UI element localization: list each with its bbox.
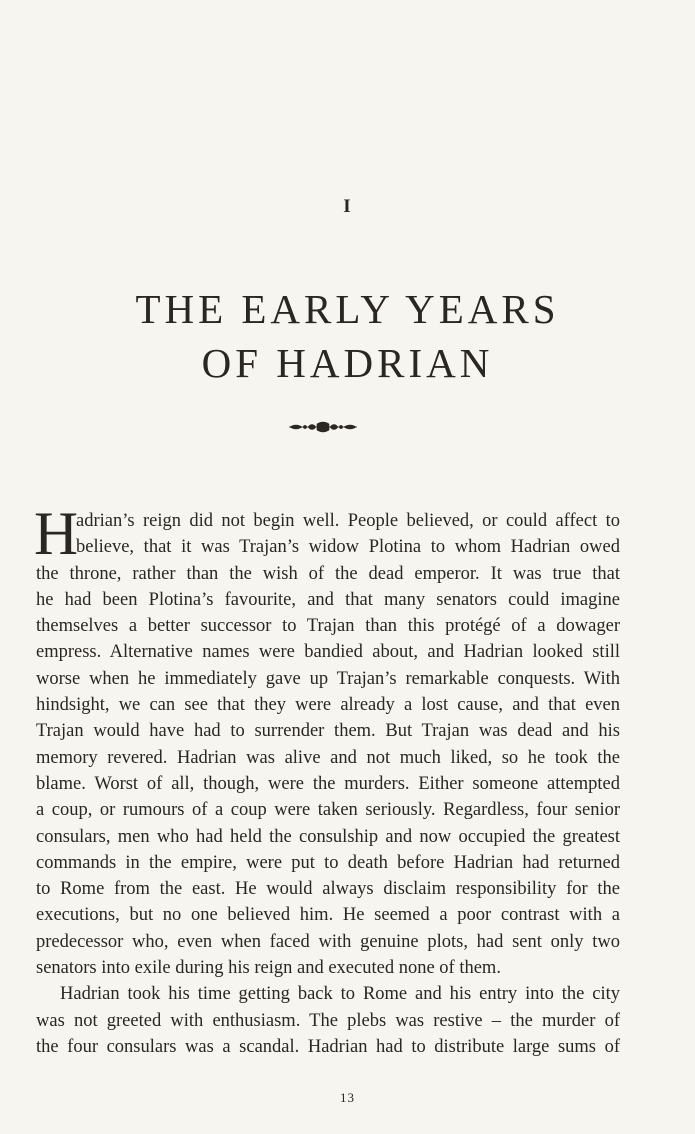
text-line: a coup, or rumours of a coup were taken seriously. Regardless, four senior [36,800,620,821]
chapter-title [0,282,695,390]
body-text [34,501,620,1060]
text-line: adrian’s reign did not begin well. People believed, or could affect to [76,511,620,531]
chapter-title-line-2: OF HADRIAN [201,340,494,386]
text-line: the four consulars was a scandal. Hadrian had to distribute large sums of [36,1036,620,1057]
text-line: consulars, men who had held the consulship and now occupied the greatest [36,826,620,847]
text-line: commands in the empire, were put to death before Hadrian had returned [36,852,620,873]
text-line: worse when he immediately gave up Trajan’s remarkable conquests. With [36,668,620,689]
text-line: executions, but no one believed him. He seemed a poor contrast with a [36,905,620,926]
drop-cap: H [34,501,79,568]
text-line: hindsight, we can see that they were already a lost cause, and that even [36,695,620,716]
text-line: Trajan would have had to surrender them. But Trajan was dead and his [36,721,620,742]
text-line: to Rome from the east. He would always disclaim responsibility for the [36,879,620,900]
chapter-number: I [343,196,352,217]
text-line: the throne, rather than the wish of the dead emperor. It was true that [36,563,620,584]
chapter-title-line-1: THE EARLY YEARS [135,286,560,332]
page-number: 13 [340,1090,355,1105]
text-line: themselves a better successor to Trajan than this protégé of a dowager [36,616,620,637]
text-line: senators into exile during his reign and executed none of them. [36,958,501,979]
text-line: believe, that it was Trajan’s widow Plotina to whom Hadrian owed [76,537,620,558]
text-line: predecessor who, even when faced with genuine plots, had sent only two [36,931,620,952]
text-line: empress. Alternative names were bandied about, and Hadrian looked still [36,642,620,663]
text-line: Hadrian took his time getting back to Rome and his entry into the city [60,984,620,1005]
text-line: blame. Worst of all, though, were the murders. Either someone attempted [36,773,620,794]
text-line: he had been Plotina’s favourite, and that many senators could imagine [36,589,620,610]
text-line: was not greeted with enthusiasm. The plebs was restive – the murder of [36,1010,620,1031]
fleuron-ornament-icon [288,420,358,434]
text-line: memory revered. Hadrian was alive and not much liked, so he took the [36,747,620,768]
